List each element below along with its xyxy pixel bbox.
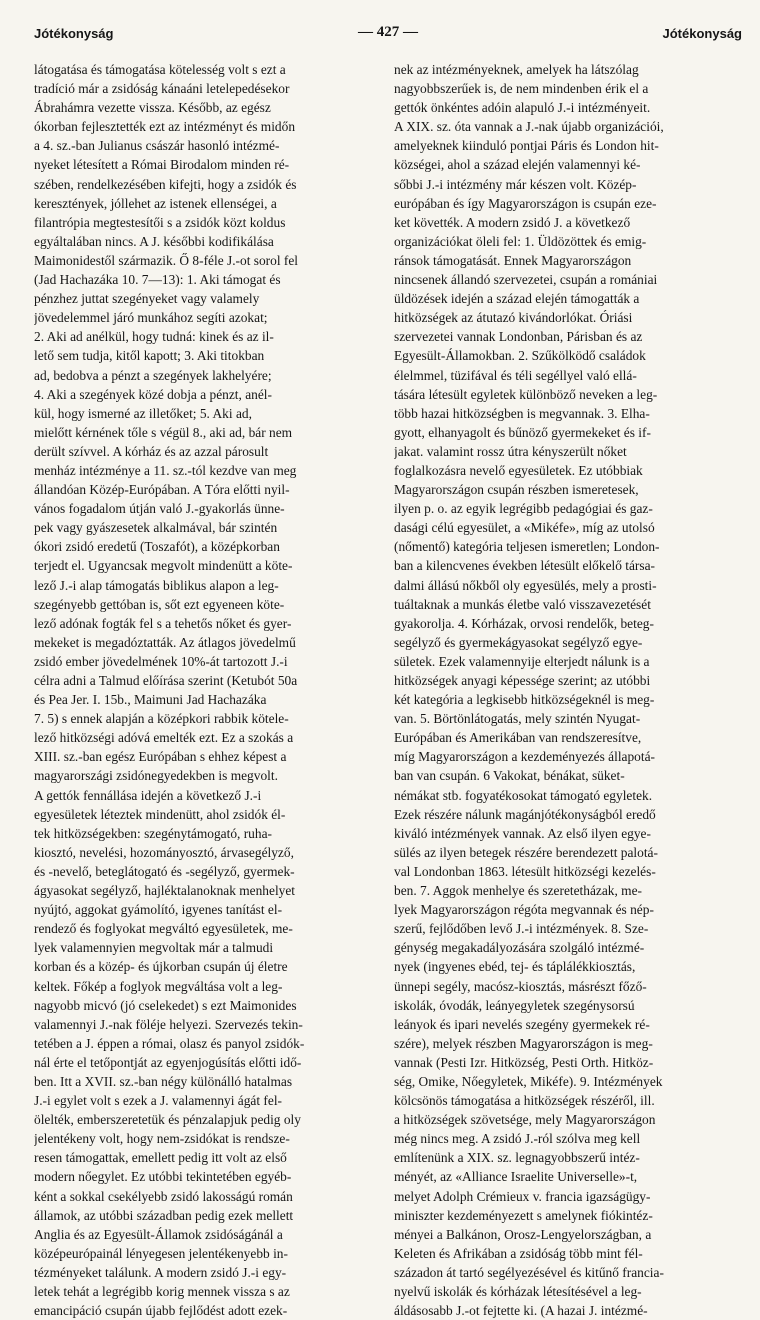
text-line: sülés az ilyen betegek részére berendezett palotá- bbox=[394, 844, 658, 860]
text-line: zsidó ember jövedelmének 10%-át tartozott J.-i bbox=[34, 653, 288, 669]
text-line: két kategória a legkisebb hitközségeknél is meg- bbox=[394, 692, 655, 708]
text-line: ókorban fejlesztették ezt az intézményt és midőn bbox=[34, 119, 296, 135]
text-line: jelentékeny volt, hogy nem-zsidókat is rendsze- bbox=[34, 1131, 290, 1147]
text-line: 7. 5) s ennek alapján a középkori rabbik kötele- bbox=[34, 711, 289, 727]
text-line: látogatása és támogatása kötelesség volt s ezt a bbox=[34, 62, 286, 77]
text-line: sületek. Ezek valamennyije elterjedt nálunk is a bbox=[394, 653, 650, 669]
text-line: vános fogadalom útján való J.-gyakorlás ünne- bbox=[34, 501, 285, 517]
text-line: szerű, fejlődőben levő J.-i intézmények. 8. Sze- bbox=[394, 921, 649, 937]
text-line: gyakorolja. 4. Kórházak, orvosi rendelők, beteg- bbox=[394, 615, 654, 631]
text-line: kölcsönös támogatása a hitközségek részéről, ill. bbox=[394, 1093, 655, 1109]
text-line: keresztények, jóllehet az istenek ellenségei, a bbox=[34, 195, 277, 211]
text-line: ókori zsidó eredetű (Toszafót), a középkorban bbox=[34, 539, 280, 555]
text-line: menház intézménye a 11. sz.-tól kezdve van meg bbox=[34, 462, 297, 478]
text-line: iskolák, óvodák, leányegyletek szegénysorsú bbox=[394, 997, 635, 1013]
text-line: lező J.-i alap támogatás biblikus alapon a leg- bbox=[34, 577, 279, 593]
text-line: községei, ahol a század elején valamennyi ké- bbox=[394, 157, 641, 173]
text-line: letek tehát a legrégibb korig mennek vissza s az bbox=[34, 1284, 290, 1299]
text-line: lyek Magyarországon régóta megvannak és nép- bbox=[394, 902, 654, 918]
text-line: leányok és ipari nevelés szegény gyermekek ré- bbox=[394, 1016, 650, 1032]
right-column bbox=[394, 60, 742, 1320]
text-line: nyújtó, aggokat gyámolító, igyenes tanítást el- bbox=[34, 902, 283, 918]
text-line: pek vagy gyászesetek alkalmával, bár szintén bbox=[34, 520, 278, 536]
text-line: századon át tartó segélyezésével és kitűnő francia- bbox=[394, 1264, 664, 1280]
text-line: tására létesült egyletek különböző neveken a leg- bbox=[394, 386, 658, 402]
text-line: jakat. valamint rossz útra kényszerült nőket bbox=[394, 443, 627, 459]
text-line: államok, az utóbbi században pedig ezek mellett bbox=[34, 1207, 294, 1223]
text-line: Keleten és Afrikában a zsidóság több mint fél- bbox=[394, 1245, 643, 1261]
text-line: némákat stb. fogyatékosokat támogató egyletek. bbox=[394, 787, 653, 803]
text-line: ilyen p. o. az egyik legrégibb pedagógiai és gaz- bbox=[394, 501, 653, 517]
text-line: egyáltalában nincs. A J. későbbi kodifikálása bbox=[34, 233, 274, 249]
text-line: pénzhez juttat szegényeket vagy valamely bbox=[34, 291, 260, 307]
text-line: kiosztó, nevelési, hozományosztó, árvasegélyző, bbox=[34, 844, 294, 860]
text-line: Maimonidestől származik. Ő 8-féle J.-ot sorol fel bbox=[34, 252, 299, 268]
text-line: említenünk a XIX. sz. legnagyobbszerű intéz- bbox=[394, 1150, 640, 1166]
text-line: korban és a közép- és újkorban csupán új életre bbox=[34, 959, 288, 975]
text-line: ad, bedobva a pénzt a szegények lakhelyére; bbox=[34, 367, 272, 383]
text-line: tetében a J. éppen a római, olasz és panyol zsidók- bbox=[34, 1035, 305, 1051]
text-line: génység megakadályozására szolgáló intézmé- bbox=[394, 940, 645, 956]
text-line: a 4. sz.-ban Julianus császár hasonló intézmé- bbox=[34, 138, 280, 154]
text-line: hitközségek anyagi képessége szerint; az utóbbi bbox=[394, 673, 651, 688]
text-line: szegényebb gettóban is, sőt ezt egyeneen köte- bbox=[34, 596, 285, 612]
text-line: célra adni a Talmud előírása szerint (Ketubót 50a bbox=[34, 673, 298, 688]
text-line: Ábrahámra vezette vissza. Később, az egész bbox=[34, 100, 271, 116]
text-line: resen támogattak, emellett pedig itt volt az első bbox=[34, 1150, 287, 1166]
text-line: jövedelemmel járó munkához segíti azokat; bbox=[34, 310, 268, 326]
text-line: nagyobbszerűek is, de nem mindenben érik el a bbox=[394, 81, 649, 97]
text-line: (Jad Hachazáka 10. 7—13): 1. Aki támogat és bbox=[34, 272, 281, 288]
text-line: XIII. sz.-ban egész Európában s ehhez képest a bbox=[34, 749, 287, 765]
text-line: gyott, elhanyagolt és bűnöző gyermekeket és if- bbox=[394, 424, 651, 440]
text-line: ként a sokkal csekélyebb zsidó lakosságú román bbox=[34, 1188, 293, 1204]
text-line: val Londonban 1863. létesült hitközségi kezelés- bbox=[394, 863, 656, 879]
text-line: nagyobb micvó (jó cselekedet) s ezt Maimonides bbox=[34, 997, 297, 1013]
text-line: Egyesült-Államokban. 2. Szűkölködő családok bbox=[394, 348, 646, 364]
text-line: szében, rendelkezésében kifejti, hogy a zsidók és bbox=[34, 176, 297, 192]
text-line: kiváló intézmények vannak. Az első ilyen egye- bbox=[394, 825, 651, 841]
text-line: Magyarországon csupán részben ismeretesek, bbox=[394, 482, 639, 498]
text-line: mielőtt kérnének tőle s végül 8., aki ad, bár nem bbox=[34, 424, 293, 440]
text-line: tradíció már a zsidóság kánaáni letelepedésekor bbox=[34, 81, 290, 97]
text-line: ban van csupán. 6 Vakokat, bénákat, süket- bbox=[394, 768, 625, 784]
text-line: 2. Aki ad anélkül, hogy tudná: kinek és az il- bbox=[34, 329, 274, 345]
text-line: szervezetei vannak Londonban, Párisban és az bbox=[394, 329, 643, 345]
text-line: élelmmel, tüzifával és téli segéllyel való ellá- bbox=[394, 367, 637, 383]
text-line: van. 5. Börtönlátogatás, mely szintén Nyugat- bbox=[394, 711, 641, 727]
text-line: lező adónak fogták fel s a tehetős nőket és gyer- bbox=[34, 615, 292, 631]
text-line: nyek (ingyenes ebéd, tej- és táplálékkiosztás, bbox=[394, 959, 636, 975]
text-line: tézményeket találunk. A modern zsidó J.-i egy- bbox=[34, 1264, 287, 1280]
text-line: ölelték, emberszeretetük és pénzalapjuk pedig oly bbox=[34, 1112, 301, 1128]
text-line: európában és így Magyarországon is csupán eze- bbox=[394, 195, 657, 211]
text-line: gettók önkéntes adóin alapuló J.-i intézményeit. bbox=[394, 100, 651, 116]
two-column-body bbox=[34, 60, 742, 1320]
header-right-title: Jótékonyság bbox=[662, 26, 742, 41]
text-line: nál érte el tetőpontját az egyenjogúsítás előtti idő- bbox=[34, 1054, 302, 1070]
text-line: ket követték. A modern zsidó J. a következő bbox=[394, 214, 631, 230]
text-line: modern nőegylet. Ez utóbbi tekintetében egyéb- bbox=[34, 1169, 292, 1185]
text-line: filantrópia megtestesítői s a zsidók közt koldus bbox=[34, 214, 286, 230]
page-number: — 427 — bbox=[358, 24, 418, 40]
text-line: áldásosabb J.-ot fejtette ki. (A hazai J. intézmé- bbox=[394, 1303, 648, 1319]
text-line: derült szívvel. A kórház és az azzal párosult bbox=[34, 443, 269, 459]
text-line: lező hitközségi adóvá emelték ezt. Ez a szokás a bbox=[34, 730, 294, 746]
text-line: valamennyi J.-nak föléje helyezi. Szervezés tekin- bbox=[34, 1016, 303, 1032]
text-line: szére), melyek részben Magyarországon is meg- bbox=[394, 1035, 653, 1051]
text-line: dasági célú egyesület, a «Mikéfe», míg az utolsó bbox=[394, 520, 655, 536]
text-line: 4. Aki a szegények közé dobja a pénzt, anél- bbox=[34, 386, 272, 402]
text-line: üldözések idején a század elején támogatták a bbox=[394, 291, 640, 307]
text-line: nyelvű iskolák és kórházak létesítésével a leg- bbox=[394, 1284, 642, 1299]
text-line: még nincs meg. A zsidó J.-ról szólva meg kell bbox=[394, 1131, 641, 1147]
text-line: vannak (Pesti Izr. Hitközség, Pesti Orth. Hitköz- bbox=[394, 1054, 654, 1070]
text-line: A XIX. sz. óta vannak a J.-nak újabb organizációi, bbox=[394, 119, 664, 135]
text-line: középeurópainál lényegesen jelentékenyebb in- bbox=[34, 1245, 288, 1261]
text-line: organizációkat öleli fel: 1. Üldözöttek és emig- bbox=[394, 233, 647, 249]
text-line: tek hitközségekben: szegénytámogató, ruha- bbox=[34, 825, 272, 841]
text-line: Anglia és az Egyesült-Államok zsidóságánál a bbox=[34, 1226, 283, 1242]
text-line: ránsok támogatását. Ennek Magyarországon bbox=[394, 252, 632, 268]
text-line: nek az intézményeknek, amelyek ha látszólag bbox=[394, 62, 639, 77]
text-line: J.-i egylet volt s ezek a J. valamennyi ágát fel- bbox=[34, 1093, 283, 1109]
text-line: A gettók fennállása idején a következő J.-i bbox=[34, 787, 262, 803]
text-line: lető sem tudja, kitől kapott; 3. Aki titokban bbox=[34, 348, 265, 364]
text-line: amelyeknek kiinduló pontjai Páris és London hit- bbox=[394, 138, 659, 154]
text-line: sőbbi J.-i intézmény már készen volt. Közép- bbox=[394, 176, 637, 192]
text-line: mekeket is megadóztatták. Az átlagos jövedelmű bbox=[34, 634, 296, 650]
text-line: segélyző és gyermekágyasokat segélyző egye- bbox=[394, 634, 643, 650]
text-line: tuáltaknak a munkás életbe való visszavezetését bbox=[394, 596, 651, 612]
text-line: nincsenek állandó szervezetei, csupán a romániai bbox=[394, 272, 658, 288]
text-line: melyet Adolph Crémieux v. francia igazságügy- bbox=[394, 1188, 651, 1204]
text-line: és Pea Jer. I. 15b., Maimuni Jad Hachazáka bbox=[34, 692, 267, 708]
text-line: ben. 7. Aggok menhelye és szeretetházak, me- bbox=[394, 883, 643, 899]
text-line: (nőmentő) kategória teljesen ismeretlen; London- bbox=[394, 539, 660, 555]
left-column bbox=[34, 60, 382, 1320]
text-line: keltek. Főkép a foglyok megváltása volt a leg- bbox=[34, 978, 283, 994]
text-line: terjedt el. Ugyancsak megvolt mindenütt a köte- bbox=[34, 558, 293, 574]
text-line: ben. Itt a XVII. sz.-ban négy különálló hatalmas bbox=[34, 1073, 293, 1089]
text-line: míg Magyarországon a kezdeményezés állapotá- bbox=[394, 749, 655, 765]
text-line: ünnepi segély, macósz-kiosztás, másrészt főző- bbox=[394, 978, 647, 994]
text-line: ágyasokat segélyző, hajléktalanoknak menhelyet bbox=[34, 883, 296, 899]
text-line: kül, hogy ismerné az illetőket; 5. Aki ad, bbox=[34, 405, 252, 421]
header-left-title: Jótékonyság bbox=[34, 26, 114, 41]
text-line: állandóan Közép-Európában. A Tóra előtti nyil- bbox=[34, 482, 290, 498]
text-line: ban a kilencvenes években létesült előkelő társa- bbox=[394, 558, 656, 574]
text-line: ményei a Balkánon, Orosz-Lengyelországban, a bbox=[394, 1226, 652, 1242]
text-line: lyek valamennyien megvoltak már a talmudi bbox=[34, 940, 274, 956]
text-line: foglalkozásra nevelő egyesületek. Ez utóbbiak bbox=[394, 462, 643, 478]
text-line: Európában és Amerikában van rendszeresítve, bbox=[394, 730, 642, 746]
text-line: hitközségek az átutazó kivándorlókat. Óriási bbox=[394, 310, 633, 326]
text-line: rendező és foglyokat megváltó egyesületek, me- bbox=[34, 921, 293, 937]
text-line: a hitközségek szövetsége, mely Magyarországon bbox=[394, 1112, 656, 1128]
text-line: Ezek részére nálunk magánjótékonyságból eredő bbox=[394, 806, 656, 822]
text-line: dalmi állású nőkből oly egyesülés, mely a prosti- bbox=[394, 577, 657, 593]
text-line: egyesületek léteztek mindenütt, ahol zsidók él- bbox=[34, 806, 286, 822]
text-line: több hazai hitközségben is megvannak. 3. Elha- bbox=[394, 405, 650, 421]
text-line: és -nevelő, beteglátogató és -segélyző, gyermek- bbox=[34, 863, 295, 879]
text-line: ség, Omike, Nőegyletek, Mikéfe). 9. Intézmények bbox=[394, 1073, 663, 1089]
text-line: nyeket létesített a Római Birodalom minden ré- bbox=[34, 157, 290, 173]
running-header bbox=[34, 24, 742, 46]
text-line: ményét, az «Alliance Israelite Universelle»-t, bbox=[394, 1169, 638, 1185]
text-line: magyarországi zsidónegyedekben is megvolt. bbox=[34, 768, 278, 784]
text-line: emancipáció csupán újabb fejlődést adott ezek- bbox=[34, 1303, 288, 1319]
text-line: miniszter kezdeményezett s amelynek fiókintéz- bbox=[394, 1207, 653, 1223]
